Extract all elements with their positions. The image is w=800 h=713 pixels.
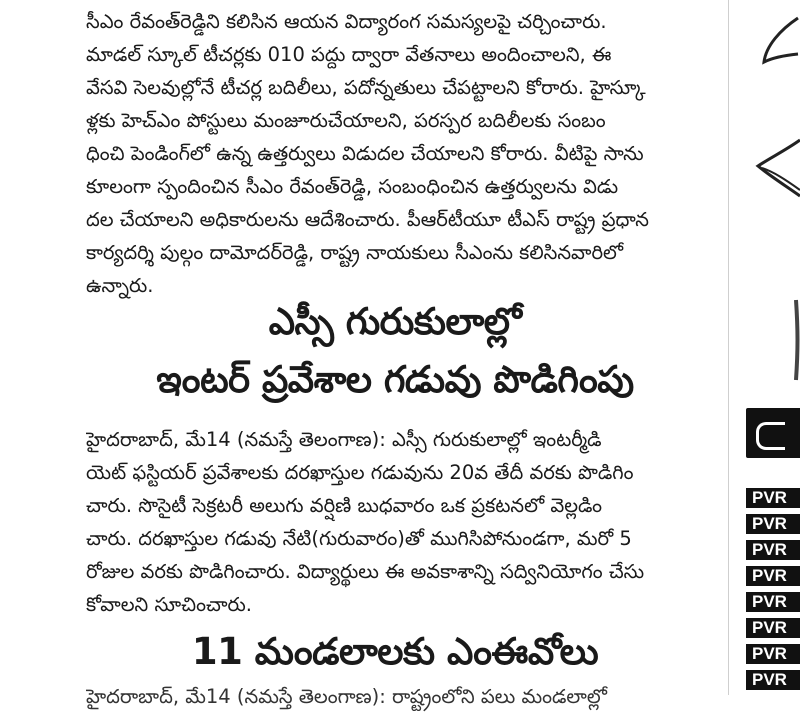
sidebar-advertisement xyxy=(740,0,800,695)
article-2-line: హైదరాబాద్, మే14 (నమస్తే తెలంగాణ): ఎస్సీ గురుకులాల్లో ఇంటర్మీడి xyxy=(86,428,602,451)
article-2-line: యెట్ ఫస్టియర్ ప్రవేశాలకు దరఖాస్తుల గడువును 20వ తేదీ వరకు పొడిగిం xyxy=(86,461,634,484)
article-column xyxy=(78,0,712,708)
article-2-line: రోజుల వరకు పొడిగించారు. విద్యార్థులు ఈ అవకాశాన్ని సద్వినియోగం చేసు xyxy=(86,560,645,583)
pvr-logo: PVR xyxy=(746,488,800,508)
column-divider xyxy=(728,0,729,695)
article-2-headline-line-2: ఇంటర్ ప్రవేశాల గడువు పొడిగింపు xyxy=(156,358,634,401)
article-1-line: ధించి పెండింగ్‌లో ఉన్న ఉత్తర్వులు విడుదల చేయాలని కోరారు. వీటిపై సాను xyxy=(86,142,644,165)
article-1-line: ఉన్నారు. xyxy=(86,274,154,297)
article-2-line: చారు. దరఖాస్తుల గడువు నేటి(గురువారం)తో ముగిసిపోనుండగా, మరో 5 xyxy=(86,527,632,550)
article-1-line: కార్యదర్శి పుల్గం దామోదర్‌రెడ్డి, రాష్ట్ర నాయకులు సీఎంను కలిసినవారిలో xyxy=(86,241,624,264)
article-2-line: కోవాలని సూచించారు. xyxy=(86,593,252,616)
article-3-headline: 11 మండలాలకు ఎంఈవోలు xyxy=(191,630,599,673)
article-1-line: మాడల్ స్కూల్ టీచర్లకు 010 పద్దు ద్వారా వేతనాలు అందించాలని, ఈ xyxy=(86,43,612,66)
pvr-logo: PVR xyxy=(746,644,800,664)
pvr-ad-list xyxy=(746,488,800,695)
article-1-line: సీఎం రేవంత్‌రెడ్డిని కలిసిన ఆయన విద్యారంగ సమస్యలపై చర్చించారు. xyxy=(86,10,607,33)
pvr-logo: PVR xyxy=(746,618,800,638)
article-1-body xyxy=(86,5,708,302)
pvr-logo: PVR xyxy=(746,670,800,690)
article-1-line: ళ్లకు హెచ్‌ఎం పోస్టులు మంజూరుచేయాలని, పరస్పర బదిలీలకు సంబం xyxy=(86,109,606,132)
pvr-logo: PVR xyxy=(746,514,800,534)
article-3-line: హైదరాబాద్, మే14 (నమస్తే తెలంగాణ): రాష్ట్రంలోని పలు మండలాల్లో xyxy=(86,685,607,708)
article-3-body xyxy=(86,680,708,713)
brand-logo-icon xyxy=(746,408,800,458)
pvr-logo: PVR xyxy=(746,540,800,560)
pvr-logo: PVR xyxy=(746,592,800,612)
sketch-illustration-icon xyxy=(740,0,800,395)
article-1-line: వేసవి సెలవుల్లోనే టీచర్ల బదిలీలు, పదోన్నతులు చేపట్టాలని కోరారు. హైస్కూ xyxy=(86,76,646,99)
article-2-line: చారు. సొసైటీ సెక్రటరీ అలుగు వర్షిణి బుధవారం ఒక ప్రకటనలో వెల్లడిం xyxy=(86,494,603,517)
article-1-line: కూలంగా స్పందించిన సీఎం రేవంత్‌రెడ్డి, సంబంధించిన ఉత్తర్వులను విడు xyxy=(86,175,619,198)
article-2-body xyxy=(86,423,708,621)
pvr-logo: PVR xyxy=(746,566,800,586)
article-1-line: దల చేయాలని అధికారులను ఆదేశించారు. పీఆర్‌టీయూ టీఎస్ రాష్ట్ర ప్రధాన xyxy=(86,208,649,231)
article-2-headline-line-1: ఎస్సీ గురుకులాల్లో xyxy=(268,300,522,343)
